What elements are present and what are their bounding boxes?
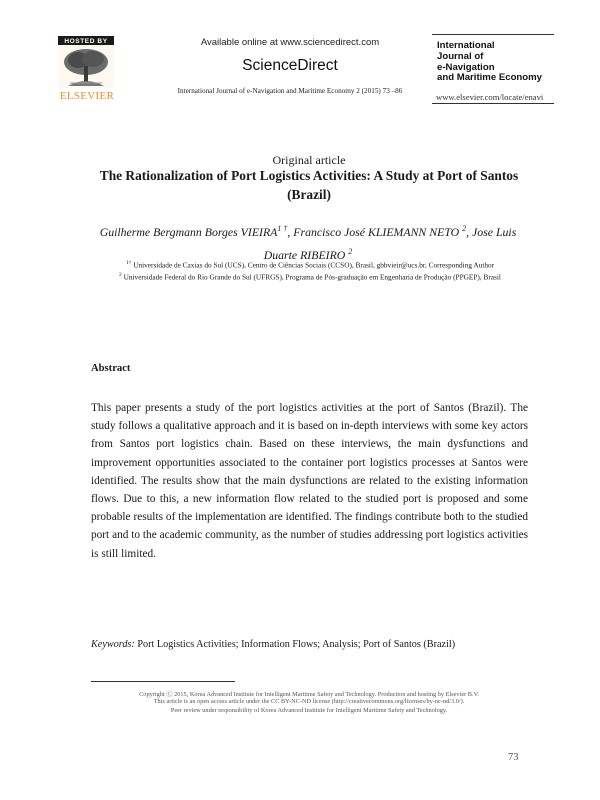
journal-rule-top (432, 34, 554, 35)
author-name: , Jose Luis Duarte RIBEIRO (263, 224, 517, 262)
page-number: 73 (508, 752, 519, 763)
author-affiliation-mark: 2 (348, 246, 353, 256)
journal-rule-bottom (432, 103, 554, 104)
keywords (91, 639, 528, 650)
copyright-line: Copyright Ⓒ 2015, Korea Advanced Institute for Intelligent Maritime Safety and Technology. Production and hosting by Elsevier B.V. (139, 691, 479, 698)
affiliation-1 (80, 258, 540, 270)
abstract-body: This paper presents a study of the port logistics activities at the port of Santos (Brazil). The study follows a qualitative approach and it is based on in-depth interviews with some key actors from Santos port logistics chain. Based on these interviews, the main dysfunctions and improvement opportunities associated to the container port logistics processes at Santos were identified. The results show that the main dysfunctions are related to the existing information flows. Due to this, a new information flow related to the studied port is proposed and some probable results of the implementation are identified. The findings contribute both to the studied port and to the academic community, as the number of studies addressing port logistics activities is still limited. (91, 402, 528, 560)
hosted-by-text: HOSTED BY (64, 38, 108, 45)
author-name: , Francisco José KLIEMANN NETO (287, 224, 460, 239)
keywords-text: Port Logistics Activities; Information Flows; Analysis; Port of Santos (Brazil) (134, 639, 456, 650)
affiliation-mark: 1† (125, 260, 132, 266)
journal-reference: International Journal of e-Navigation and Maritime Economy 2 (2015) 73 –86 (177, 87, 403, 95)
journal-url-link[interactable]: www.elsevier.com/locate/enavi (436, 92, 544, 102)
author-affiliation-mark: 1 † (277, 224, 288, 233)
sciencedirect-wordmark: ScienceDirect (242, 57, 338, 74)
article-type: Original article (272, 153, 346, 167)
peer-review-line: Peer review under responsibility of Korea Advanced Institute for Intelligent Maritime Safety and Technology. (170, 707, 448, 714)
affiliation-mark: 2 (119, 272, 122, 278)
affiliation-text: Universidade de Caxias do Sul (UCS), Centro de Ciências Sociais (CCSO), Brasil, gbbvieir@ucs.br, Corresponding Author (131, 260, 495, 270)
article-title: The Rationalization of Port Logistics Activities: A Study at Port of Santos (Brazil) (99, 168, 519, 202)
author-name: Guilherme Bergmann Borges VIEIRA (99, 224, 278, 239)
author-affiliation-mark: 2 (462, 224, 467, 233)
footnote-divider (91, 681, 235, 682)
keywords-label: Keywords: (91, 639, 135, 650)
available-online-text: Available online at www.sciencedirect.com (200, 37, 380, 48)
journal-title: International Journal of e-Navigation and Maritime Economy (437, 40, 543, 84)
journal-title-box (432, 34, 554, 84)
affiliation-2 (80, 270, 540, 282)
publisher-name: ELSEVIER (59, 90, 115, 102)
affiliation-text: Universidade Federal do Rio Grande do Sul (UFRGS), Programa de Pós-graduação em Engenharia de Produção (PPGEP), Brasil (121, 272, 501, 282)
license-line[interactable]: This article is an open access article under the CC BY-NC-ND license (http://creativecommons.org/licenses/by-nc-nd/3.0/). (153, 698, 465, 705)
abstract-heading: Abstract (91, 363, 131, 374)
